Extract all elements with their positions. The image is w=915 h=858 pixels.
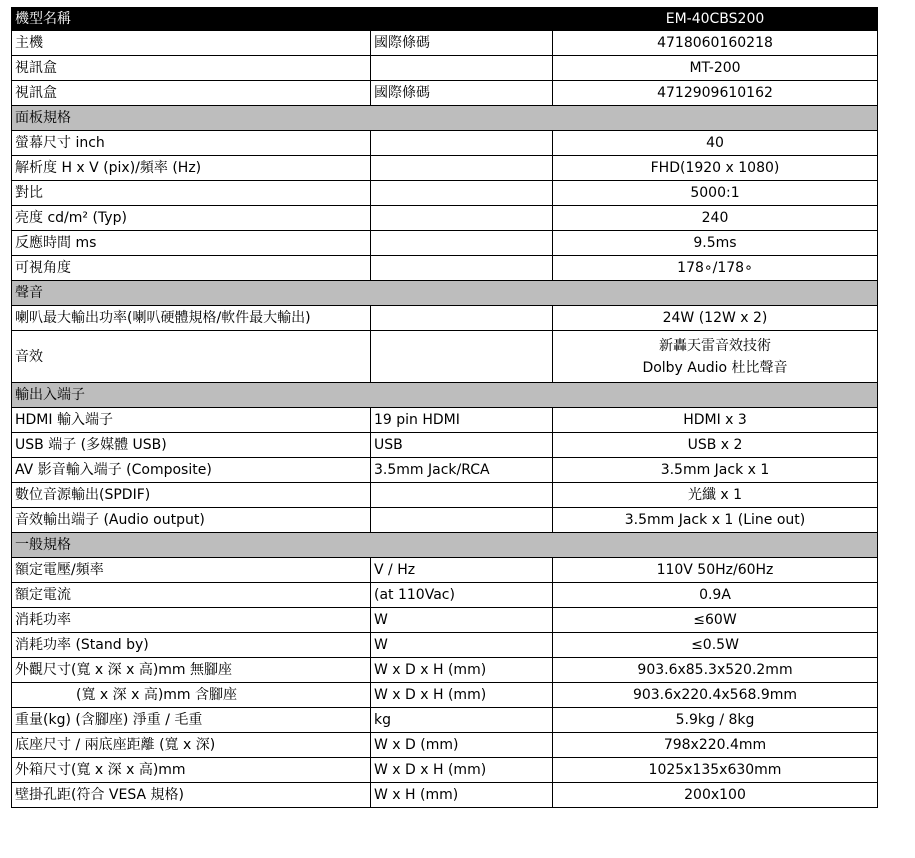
spec-unit <box>371 483 553 508</box>
spec-label: 外箱尺寸(寬 x 深 x 高)mm <box>12 758 371 783</box>
spec-label: 主機 <box>12 31 371 56</box>
spec-value: 3.5mm Jack x 1 (Line out) <box>553 508 878 533</box>
spec-unit <box>371 181 553 206</box>
spec-value: 4712909610162 <box>553 81 878 106</box>
spec-unit: 3.5mm Jack/RCA <box>371 458 553 483</box>
spec-value: 798x220.4mm <box>553 733 878 758</box>
spec-label: AV 影音輸入端子 (Composite) <box>12 458 371 483</box>
section-header-row <box>12 106 878 131</box>
spec-label: 消耗功率 <box>12 608 371 633</box>
spec-value: 光纖 x 1 <box>553 483 878 508</box>
spec-row <box>12 583 878 608</box>
spec-label: 額定電流 <box>12 583 371 608</box>
spec-row <box>12 558 878 583</box>
spec-label: 反應時間 ms <box>12 231 371 256</box>
spec-unit: 國際條碼 <box>371 31 553 56</box>
section-title: 面板規格 <box>12 106 878 131</box>
spec-unit: W <box>371 608 553 633</box>
spec-row <box>12 508 878 533</box>
spec-unit: 國際條碼 <box>371 81 553 106</box>
spec-unit <box>371 56 553 81</box>
spec-row <box>12 56 878 81</box>
spec-row <box>12 433 878 458</box>
spec-value: 5000:1 <box>553 181 878 206</box>
spec-value: 4718060160218 <box>553 31 878 56</box>
spec-value: ≤60W <box>553 608 878 633</box>
spec-label: 視訊盒 <box>12 56 371 81</box>
spec-label: 額定電壓/頻率 <box>12 558 371 583</box>
spec-unit: W x D x H (mm) <box>371 758 553 783</box>
spec-value: 5.9kg / 8kg <box>553 708 878 733</box>
spec-value: 24W (12W x 2) <box>553 306 878 331</box>
spec-value: 178∘/178∘ <box>553 256 878 281</box>
spec-unit: 19 pin HDMI <box>371 408 553 433</box>
spec-unit: W <box>371 633 553 658</box>
spec-table <box>11 7 878 808</box>
spec-label: 視訊盒 <box>12 81 371 106</box>
spec-label: 外觀尺寸(寬 x 深 x 高)mm 無腳座 <box>12 658 371 683</box>
title-spacer-cell <box>371 8 553 31</box>
spec-row <box>12 231 878 256</box>
spec-row <box>12 783 878 808</box>
spec-label: 亮度 cd/m² (Typ) <box>12 206 371 231</box>
spec-value-line: Dolby Audio 杜比聲音 <box>642 359 788 376</box>
spec-label: 音效輸出端子 (Audio output) <box>12 508 371 533</box>
spec-row <box>12 733 878 758</box>
spec-value: ≤0.5W <box>553 633 878 658</box>
spec-unit: W x H (mm) <box>371 783 553 808</box>
spec-label: HDMI 輸入端子 <box>12 408 371 433</box>
spec-table-body <box>12 8 878 808</box>
spec-row <box>12 408 878 433</box>
spec-unit <box>371 306 553 331</box>
spec-unit <box>371 156 553 181</box>
spec-label: 數位音源輸出(SPDIF) <box>12 483 371 508</box>
spec-row <box>12 156 878 181</box>
spec-value: FHD(1920 x 1080) <box>553 156 878 181</box>
title-row <box>12 8 878 31</box>
spec-row <box>12 131 878 156</box>
spec-value: 1025x135x630mm <box>553 758 878 783</box>
spec-unit <box>371 231 553 256</box>
model-name-value: EM-40CBS200 <box>553 8 878 31</box>
spec-row <box>12 758 878 783</box>
spec-unit <box>371 256 553 281</box>
spec-unit: kg <box>371 708 553 733</box>
model-name-label: 機型名稱 <box>12 8 371 31</box>
spec-row <box>12 658 878 683</box>
spec-value: MT-200 <box>553 56 878 81</box>
spec-unit: USB <box>371 433 553 458</box>
spec-value: 903.6x85.3x520.2mm <box>553 658 878 683</box>
spec-unit: W x D x H (mm) <box>371 658 553 683</box>
section-title: 輸出入端子 <box>12 383 878 408</box>
spec-label: 喇叭最大輸出功率(喇叭硬體規格/軟件最大輸出) <box>12 306 371 331</box>
section-title: 聲音 <box>12 281 878 306</box>
spec-unit <box>371 331 553 383</box>
spec-label: 消耗功率 (Stand by) <box>12 633 371 658</box>
spec-row <box>12 306 878 331</box>
spec-label: 底座尺寸 / 兩底座距離 (寬 x 深) <box>12 733 371 758</box>
spec-row <box>12 81 878 106</box>
spec-value: HDMI x 3 <box>553 408 878 433</box>
spec-label: (寬 x 深 x 高)mm 含腳座 <box>12 683 371 708</box>
spec-unit: W x D (mm) <box>371 733 553 758</box>
spec-label: 重量(kg) (含腳座) 淨重 / 毛重 <box>12 708 371 733</box>
spec-unit <box>371 508 553 533</box>
section-header-row <box>12 533 878 558</box>
spec-value: 3.5mm Jack x 1 <box>553 458 878 483</box>
spec-row <box>12 458 878 483</box>
spec-row <box>12 331 878 383</box>
spec-row <box>12 206 878 231</box>
spec-value: 903.6x220.4x568.9mm <box>553 683 878 708</box>
spec-row <box>12 181 878 206</box>
spec-row <box>12 31 878 56</box>
spec-unit: (at 110Vac) <box>371 583 553 608</box>
spec-label: 壁掛孔距(符合 VESA 規格) <box>12 783 371 808</box>
section-header-row <box>12 281 878 306</box>
section-header-row <box>12 383 878 408</box>
spec-unit <box>371 206 553 231</box>
spec-unit: V / Hz <box>371 558 553 583</box>
spec-row <box>12 483 878 508</box>
spec-label: 可視角度 <box>12 256 371 281</box>
spec-row <box>12 608 878 633</box>
spec-value-line: 新轟天雷音效技術 <box>659 337 771 354</box>
section-title: 一般規格 <box>12 533 878 558</box>
spec-label: USB 端子 (多媒體 USB) <box>12 433 371 458</box>
spec-value: 110V 50Hz/60Hz <box>553 558 878 583</box>
spec-value: 240 <box>553 206 878 231</box>
spec-value: 0.9A <box>553 583 878 608</box>
spec-label: 解析度 H x V (pix)/頻率 (Hz) <box>12 156 371 181</box>
spec-row <box>12 683 878 708</box>
spec-label: 對比 <box>12 181 371 206</box>
spec-value: USB x 2 <box>553 433 878 458</box>
spec-row <box>12 633 878 658</box>
spec-row <box>12 256 878 281</box>
spec-value: 200x100 <box>553 783 878 808</box>
spec-label: 螢幕尺寸 inch <box>12 131 371 156</box>
spec-value: 40 <box>553 131 878 156</box>
spec-unit <box>371 131 553 156</box>
spec-label: 音效 <box>12 331 371 383</box>
spec-value: 9.5ms <box>553 231 878 256</box>
spec-value <box>553 331 878 383</box>
spec-unit: W x D x H (mm) <box>371 683 553 708</box>
spec-row <box>12 708 878 733</box>
